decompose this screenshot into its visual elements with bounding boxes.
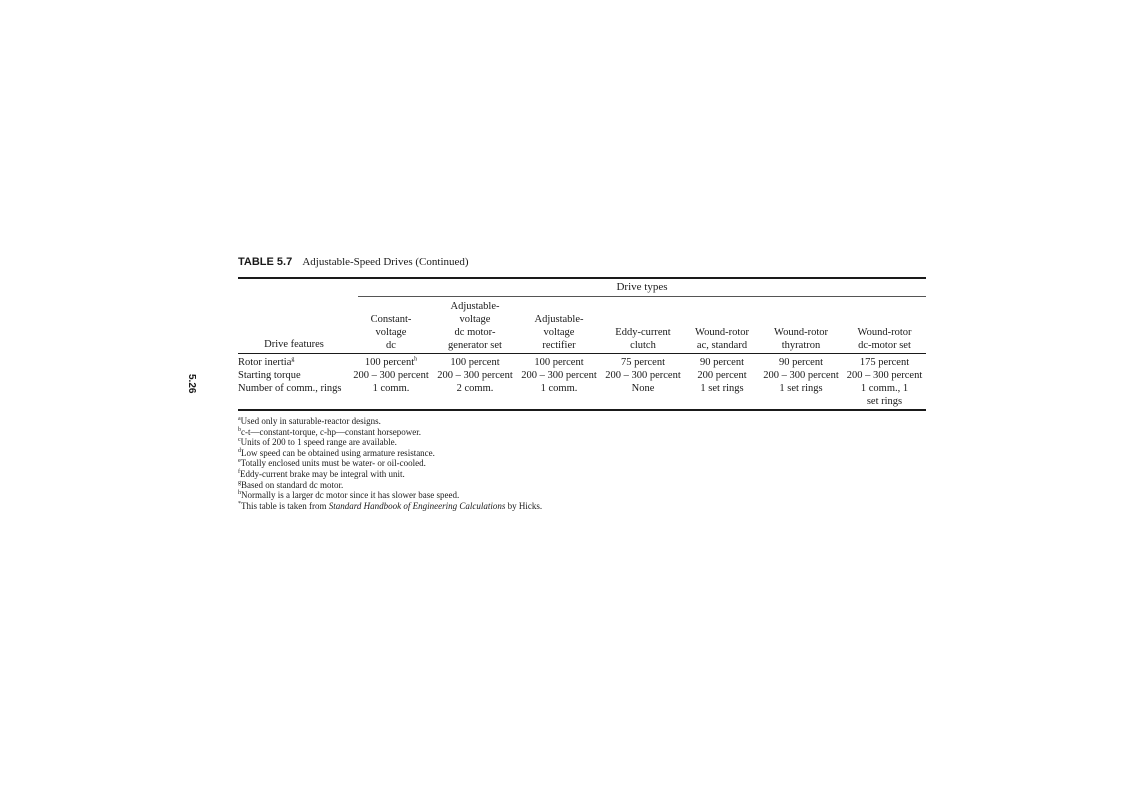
cell-text: 75 percent — [620, 357, 666, 368]
footnote-mark: g — [238, 479, 241, 486]
footnote-mark: b — [238, 426, 241, 433]
row-label — [238, 369, 301, 382]
row-label — [238, 382, 342, 395]
column-header-line: thyratron — [781, 340, 821, 351]
column-header-line: voltage — [459, 314, 491, 325]
footnote-text-after: by Hicks. — [505, 500, 543, 511]
column-header — [433, 300, 517, 352]
footnote-mark: d — [238, 447, 241, 454]
cell-line — [843, 382, 926, 395]
table-cell — [518, 382, 600, 395]
table-bottom-rule — [238, 409, 926, 411]
row-label-text: Number of comm., rings — [238, 383, 342, 394]
table-number: TABLE 5.7 — [238, 256, 293, 268]
row-label — [238, 356, 294, 369]
column-header — [843, 300, 926, 352]
table-cell — [760, 369, 842, 382]
footnote-mark: f — [238, 468, 240, 475]
column-header — [760, 300, 842, 352]
column-header-line: clutch — [630, 340, 656, 351]
footnote — [238, 469, 542, 480]
column-header-line: generator set — [448, 340, 502, 351]
cell-line — [433, 369, 517, 382]
column-header-line: Wound-rotor — [695, 327, 749, 338]
cell-line — [843, 369, 926, 382]
cell-line — [433, 382, 517, 395]
cell-line — [601, 382, 685, 395]
footnote-text: Based on standard dc motor. — [241, 479, 344, 490]
cell-line — [760, 382, 842, 395]
column-header — [601, 300, 685, 352]
cell-text: 200 – 300 percent — [521, 370, 597, 381]
cell-line — [685, 369, 759, 382]
footnote-mark: h — [238, 490, 241, 497]
cell-line — [518, 356, 600, 369]
cell-text: 1 set rings — [779, 383, 823, 394]
cell-text: 200 – 300 percent — [437, 370, 513, 381]
cell-text: 200 – 300 percent — [353, 370, 429, 381]
column-header-line: rectifier — [542, 340, 576, 351]
table-cell — [843, 369, 926, 382]
footnote-ref: g — [291, 356, 295, 363]
column-header-line: Adjustable- — [534, 314, 584, 325]
column-header — [350, 300, 432, 352]
footnote-text: Eddy-current brake may be integral with unit. — [240, 468, 405, 479]
table-caption — [238, 256, 469, 268]
cell-line — [350, 369, 432, 382]
table-cell — [843, 356, 926, 369]
table-cell — [350, 369, 432, 382]
cell-text: 100 percent — [534, 357, 584, 368]
cell-text: 200 – 300 percent — [605, 370, 681, 381]
cell-text: 90 percent — [778, 357, 824, 368]
row-label-text: Rotor inertia — [238, 357, 292, 368]
footnote — [238, 480, 542, 491]
footnote — [238, 448, 542, 459]
cell-line — [601, 369, 685, 382]
cell-line — [350, 382, 432, 395]
column-header-line: voltage — [543, 327, 575, 338]
table-cell — [685, 369, 759, 382]
footnote-text: Units of 200 to 1 speed range are available. — [240, 437, 397, 448]
footnote — [238, 416, 542, 427]
cell-text: 1 comm., 1 — [860, 383, 909, 394]
footnote-text: Used only in saturable-reactor designs. — [240, 416, 381, 426]
table-cell — [685, 382, 759, 395]
cell-line — [685, 382, 759, 395]
footnote-text: c-t—constant-torque, c-hp—constant horsepower. — [241, 426, 421, 437]
table-cell — [350, 382, 432, 395]
footnote — [238, 490, 542, 501]
footnote-text: This table is taken from — [241, 500, 329, 511]
drive-types-header: Drive types — [616, 281, 668, 293]
footnote-mark: * — [238, 500, 241, 507]
page-number: 5.26 — [186, 374, 197, 394]
cell-text: 200 – 300 percent — [846, 370, 923, 381]
cell-line — [843, 356, 926, 369]
column-header-line: Eddy-current — [615, 327, 671, 338]
drive-types-rule — [358, 296, 926, 297]
cell-text: 200 – 300 percent — [763, 370, 839, 381]
cell-text: 90 percent — [699, 357, 745, 368]
column-header-line: Adjustable- — [450, 301, 500, 312]
table-cell — [601, 356, 685, 369]
cell-text: 100 percent — [450, 357, 500, 368]
cell-line — [601, 356, 685, 369]
cell-line: set rings — [866, 396, 903, 407]
footnote-text: Totally enclosed units must be water- or oil-cooled. — [240, 458, 426, 469]
table-cell — [518, 369, 600, 382]
footnote-mark: a — [238, 416, 241, 422]
table-cell — [433, 356, 517, 369]
column-header-line: dc-motor set — [858, 340, 911, 351]
table-cell — [601, 369, 685, 382]
footnote-mark: e — [238, 458, 241, 465]
cell-line — [685, 356, 759, 369]
column-header-line: Constant- — [370, 314, 412, 325]
cell-line — [760, 369, 842, 382]
cell-text: 1 comm. — [372, 383, 410, 394]
column-header-line: Wound-rotor — [774, 327, 828, 338]
column-header-line: Wound-rotor — [857, 327, 912, 338]
cell-text: 100 percent — [364, 357, 415, 368]
footnote-text: Normally is a larger dc motor since it has slower base speed. — [241, 490, 460, 501]
table-cell — [685, 356, 759, 369]
column-header-line: ac, standard — [696, 340, 748, 351]
column-header-line: voltage — [375, 327, 407, 338]
column-header-line: dc — [386, 340, 396, 351]
cell-line — [518, 369, 600, 382]
footnote — [238, 501, 542, 512]
cell-text: None — [631, 383, 655, 394]
cell-text: 200 percent — [697, 370, 747, 381]
table-cell — [433, 369, 517, 382]
cell-line — [350, 356, 432, 369]
row-label-text: Starting torque — [238, 370, 301, 381]
table-cell — [601, 382, 685, 395]
footnote-text: Low speed can be obtained using armature resistance. — [241, 447, 435, 458]
table-title: Adjustable-Speed Drives (Continued) — [302, 256, 469, 268]
cell-text: 2 comm. — [456, 383, 494, 394]
footnote-source-title: Standard Handbook of Engineering Calculations — [328, 500, 506, 511]
header-bottom-rule — [238, 353, 926, 354]
table-cell — [518, 356, 600, 369]
footnotes — [238, 416, 542, 511]
cell-text: 175 percent — [859, 357, 910, 368]
footnote — [238, 437, 542, 448]
footnote — [238, 458, 542, 469]
drive-features-header: Drive features — [264, 339, 324, 350]
footnote-ref: h — [414, 356, 418, 363]
table-cell — [350, 356, 432, 369]
cell-text: 1 comm. — [540, 383, 578, 394]
footnote — [238, 427, 542, 438]
footnote-mark: c — [238, 437, 241, 444]
table-top-rule — [238, 277, 926, 279]
cell-line — [433, 356, 517, 369]
table-cell — [843, 382, 926, 408]
table-cell — [760, 356, 842, 369]
table-cell — [760, 382, 842, 395]
table-cell — [433, 382, 517, 395]
column-header — [518, 300, 600, 352]
cell-line — [518, 382, 600, 395]
cell-text: 1 set rings — [700, 383, 744, 394]
cell-line — [760, 356, 842, 369]
column-header-line: dc motor- — [454, 327, 496, 338]
column-header — [685, 300, 759, 352]
